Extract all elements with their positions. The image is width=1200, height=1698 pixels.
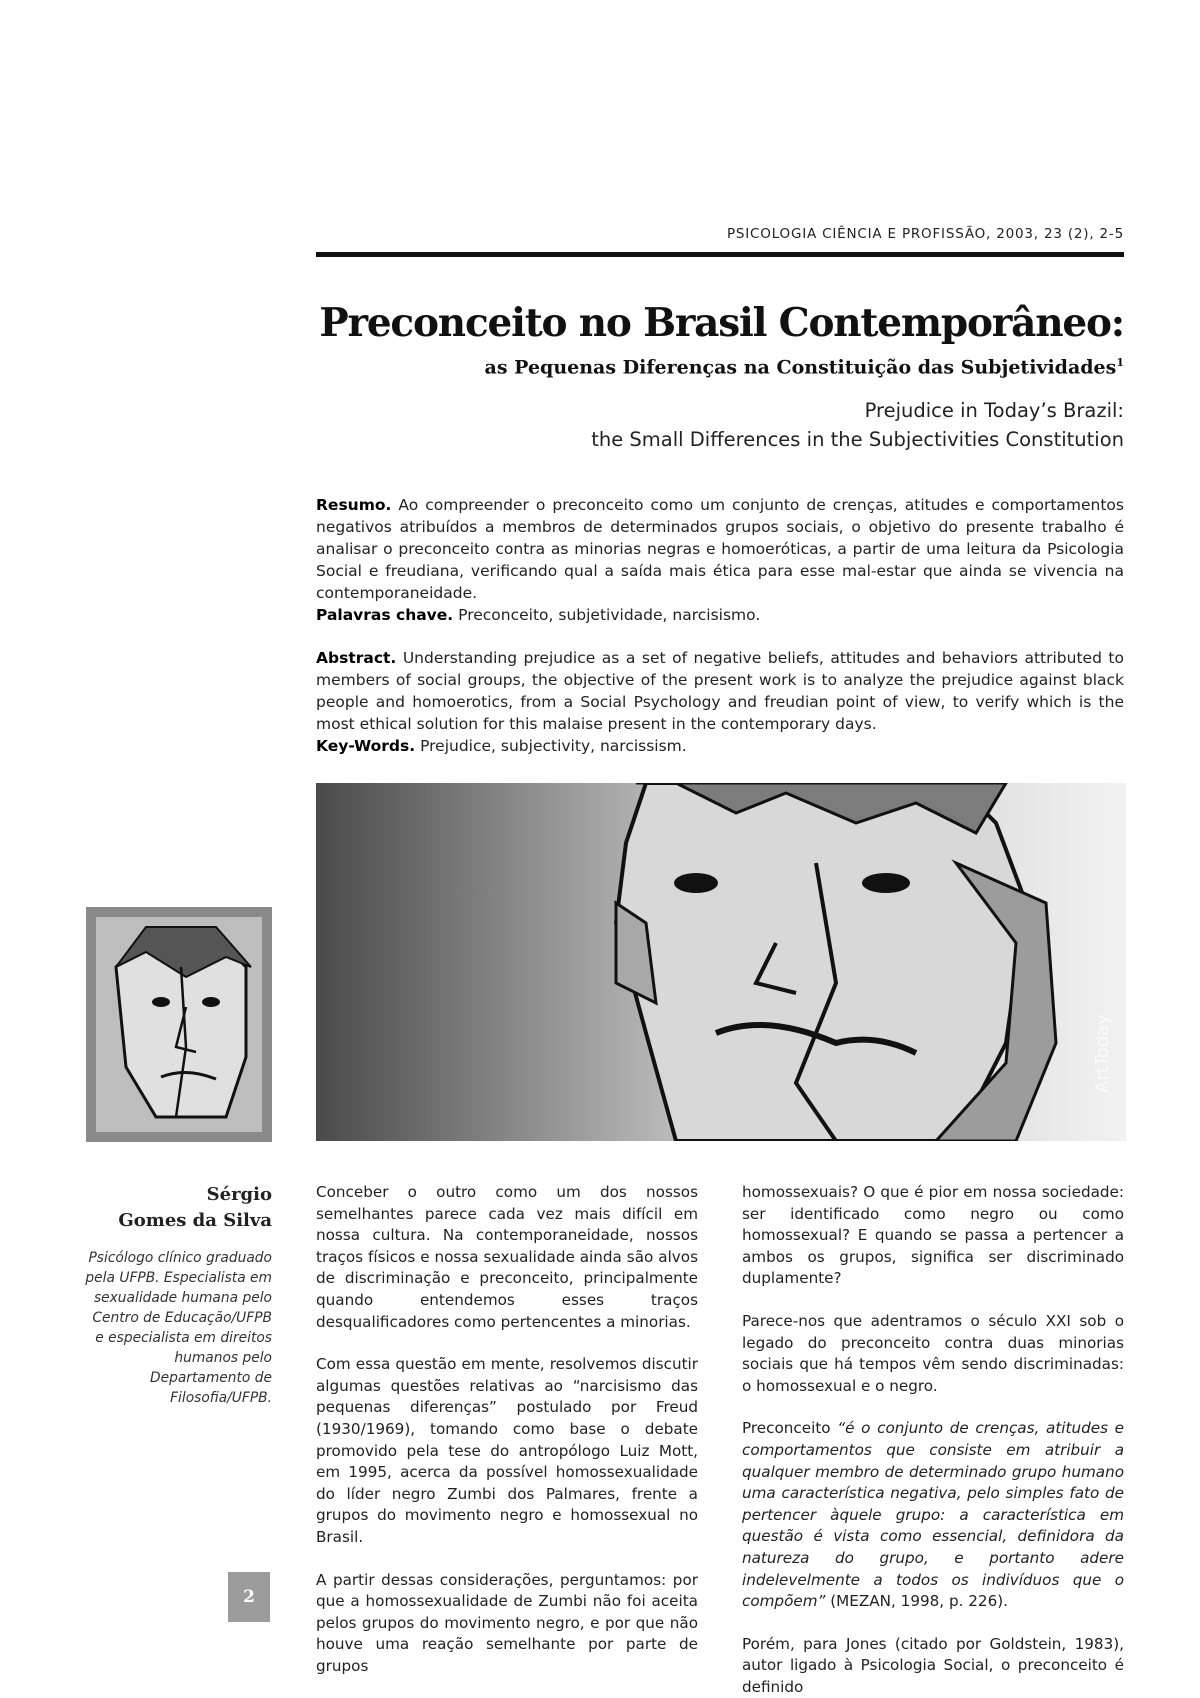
body-column-right (742, 1182, 1124, 1698)
body-paragraph: Conceber o outro como um dos nossos semelhantes parece cada vez mais difícil em nossa cultura. Na contemporaneidade, nossos traços físicos e nossa sexualidade ainda são alvos de discriminação e preconceito, principalmente quando entendemos esses traços desqualificadores como pertencentes a minorias. (316, 1183, 698, 1331)
quote-text: “é o conjunto de crenças, atitudes e comportamentos que consiste em atribuir a qualquer membro de determinado grupo humano uma característica negativa, pelo simples fato de pertencer àquele grupo: a característica em questão é vista como essencial, definidora da natureza do grupo, e portanto adere indelevelmente a todos os indivíduos que o compõem” (742, 1419, 1124, 1611)
resumo-paragraph (316, 494, 1124, 604)
body-paragraph: Com essa questão em mente, resolvemos discutir algumas questões relativas ao “narcisismo das pequenas diferenças” postulado por Freud (1930/1969), tomando como base o debate promovido pela tese do antropólogo Luiz Mott, em 1995, acerca da possível homossexualidade do líder negro Zumbi dos Palmares, frente a grupos do movimento negro e homossexual no Brasil. (316, 1355, 698, 1546)
quote-intro: Preconceito (742, 1419, 838, 1438)
english-title-line2: the Small Differences in the Subjectivities Constitution (591, 428, 1124, 451)
page-number: 2 (228, 1572, 270, 1622)
hero-illustration (316, 783, 1126, 1141)
keywords (316, 735, 1124, 757)
author-name-line1: Sérgio (206, 1184, 272, 1205)
article-title: Preconceito no Brasil Contemporâneo: (319, 300, 1124, 346)
palavras-chave (316, 604, 1124, 626)
author-bio: Psicólogo clínico graduado pela UFPB. Especialista em sexualidade humana pelo Centro de Educação/UFPB e especialista em direitos humanos pelo Departamento de Filosofia/UFPB. (85, 1250, 272, 1406)
english-title (591, 396, 1124, 454)
resumo-block (316, 494, 1124, 626)
abstract-label: Abstract. (316, 649, 397, 667)
abstract-paragraph (316, 647, 1124, 735)
resumo-label: Resumo. (316, 496, 392, 514)
body-paragraph: Parece-nos que adentramos o século XXI sob o legado do preconceito contra duas minorias sociais que há tempos vêm sendo discriminadas: o homossexual e o negro. (742, 1311, 1124, 1395)
body-paragraph: Porém, para Jones (citado por Goldstein, 1983), autor ligado à Psicologia Social, o preconceito é definido (742, 1634, 1124, 1696)
author-portrait (86, 907, 272, 1142)
abstract-block (316, 647, 1124, 757)
author-name (80, 1182, 272, 1234)
palavras-chave-label: Palavras chave. (316, 606, 454, 624)
image-credit: ArtToday (1092, 1014, 1113, 1093)
quote-citation: (MEZAN, 1998, p. 226). (825, 1592, 1008, 1611)
body-column-left (316, 1182, 698, 1677)
footnote-mark: 1 (1116, 356, 1124, 369)
body-paragraph: A partir dessas considerações, perguntamos: por que a homossexualidade de Zumbi não foi aceita pelos grupos do movimento negro, e por que não houve uma reação semelhante por parte de grupos (316, 1570, 698, 1675)
palavras-chave-text: Preconceito, subjetividade, narcisismo. (453, 606, 761, 624)
resumo-text: Ao compreender o preconceito como um conjunto de crenças, atitudes e comportamentos negativos atribuídos a membros de determinados grupos sociais, o objetivo do presente trabalho é analisar o preconceito contra as minorias negras e homoeróticas, a partir de uma leitura da Psicologia Social e freudiana, verificando qual a saída mais ética para esse mal-estar que ainda se vivencia na contemporaneidade. (316, 496, 1124, 602)
keywords-label: Key-Words. (316, 737, 416, 755)
article-subtitle (485, 356, 1124, 378)
body-paragraph: homossexuais? O que é pior em nossa sociedade: ser identificado como negro ou como homossexual? E quando se passa a pertencer a ambos os grupos, significa ser discriminado duplamente? (742, 1183, 1124, 1288)
journal-header: PSICOLOGIA CIÊNCIA E PROFISSÃO, 2003, 23 (2), 2-5 (726, 226, 1124, 242)
subtitle-text: as Pequenas Diferenças na Constituição das Subjetividades (484, 356, 1117, 379)
author-name-line2: Gomes da Silva (118, 1210, 272, 1231)
english-title-line1: Prejudice in Today’s Brazil: (864, 399, 1124, 422)
keywords-text: Prejudice, subjectivity, narcissism. (415, 737, 687, 755)
body-paragraph-quote (742, 1418, 1124, 1612)
abstract-text: Understanding prejudice as a set of negative beliefs, attitudes and behaviors attributed to members of social groups, the objective of the present work is to analyze the prejudice against black people and homoerotics, from a Social Psychology and freudian point of view, to verify which is the most ethical solution for this malaise present in the contemporary days. (316, 649, 1124, 733)
header-rule (316, 252, 1124, 257)
